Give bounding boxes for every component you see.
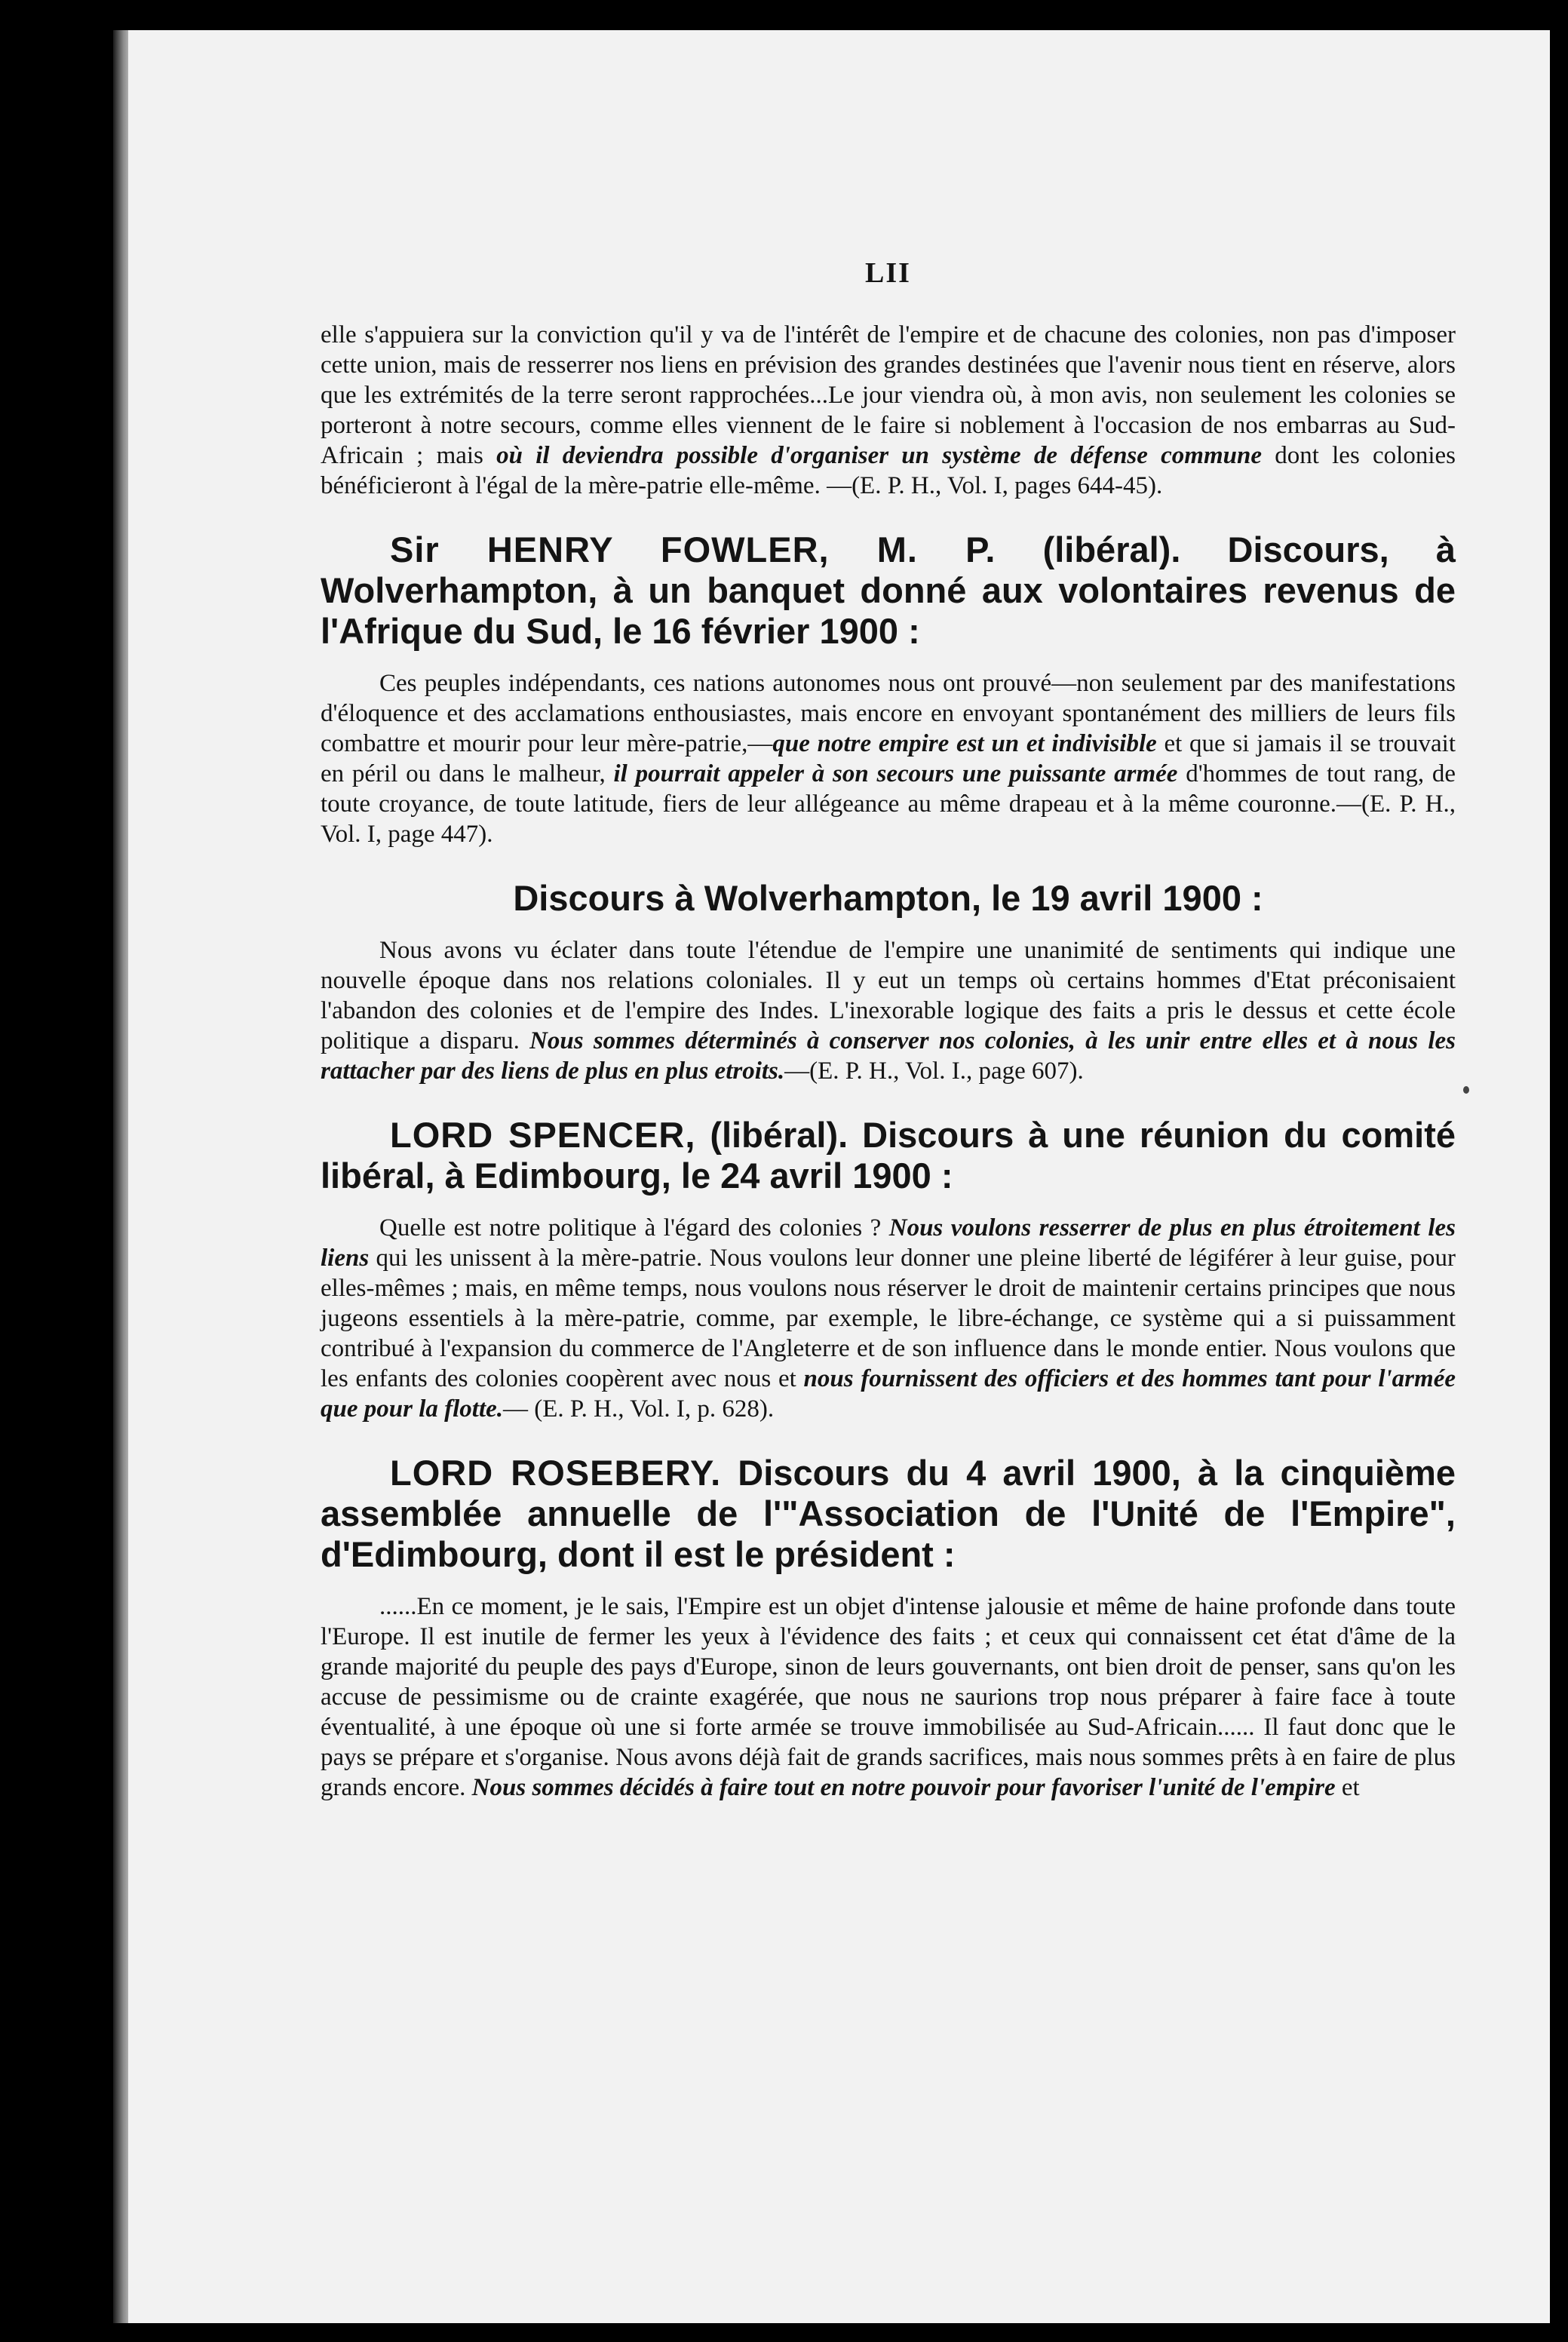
scan-speck	[1463, 1086, 1469, 1094]
emphasis-run: Nous sommes décidés à faire tout en notre pouvoir pour favoriser l'unité de l'empire	[471, 1774, 1336, 1801]
text-run: — (E. P. H., Vol. I, p. 628).	[503, 1395, 775, 1423]
heading-text: (libéral). Discours à une réunion du comité libéral, à Edimbourg, le 24 avril 1900 :	[321, 1115, 1456, 1196]
text-run: qui les unissent à la mère-patrie. Nous voulons leur donner une pleine liberté de légiférer à leur guise, pour elles-mêmes ; mais, en même temps, nous voulons nous réserver le droit de maintenir certains principes que nous jugeons essentiels à la mère-patrie, comme, par exemple, le libre-échange, ce système qui a si puissamment contribué à l'expansion du commerce de l'Angleterre et de son influence dans le monde entier. Nous voulons que les enfants des colonies coopèrent avec nous et	[321, 1245, 1456, 1392]
section-heading-spencer	[321, 1115, 1456, 1196]
emphasis-run: nous fournissent des officiers et des hommes tant pour l'armée que pour la flotte.	[321, 1365, 1456, 1423]
heading-text: (libéral). Discours, à Wolverhampton, à un banquet donné aux volontaires revenus de l'Afrique du Sud, le 16 février 1900 :	[321, 529, 1456, 651]
text-run: et	[1335, 1774, 1360, 1801]
section-heading-wolverhampton	[321, 878, 1456, 919]
section-heading-rosebery	[321, 1453, 1456, 1575]
speaker-name: LORD ROSEBERY.	[390, 1453, 722, 1493]
emphasis-run: que notre empire est un et indivisible	[772, 730, 1157, 757]
text-run: et que si jamais il se trouvait en péril ou dans le malheur,	[321, 730, 1456, 787]
text-run: Quelle est notre politique à l'égard des colonies ?	[379, 1214, 889, 1242]
book-page	[128, 30, 1550, 2323]
text-run: Nous avons vu éclater dans toute l'étendue de l'empire une unanimité de sentiments qui indique une nouvelle époque dans nos relations coloniales. Il y eut un temps où certains hommes d'Etat préconisaient l'abandon des colonies et de l'empire des Indes. L'inexorable logique des faits a pris le dessus et cette école politique a disparu.	[321, 937, 1456, 1054]
emphasis-run: Nous sommes déterminés à conserver nos colonies, à les unir entre elles et à nous les rattacher par des liens de plus en plus etroits.	[321, 1027, 1456, 1085]
text-run: dont les colonies bénéficieront à l'égal de la mère-patrie elle-même. —(E. P. H., Vol. I, pages 644-45).	[321, 442, 1456, 499]
section-heading-fowler	[321, 529, 1456, 652]
emphasis-run: où il deviendra possible d'organiser un système de défense commune	[496, 442, 1262, 469]
text-run: d'hommes de tout rang, de toute croyance, de toute latitude, fiers de leur allégeance au même drapeau et à la même couronne.—(E. P. H., Vol. I, page 447).	[321, 760, 1456, 848]
heading-text: Discours du 4 avril 1900, à la cinquième assemblée annuelle de l'"Association de l'Unité de l'Empire", d'Edimbourg, dont il est le président :	[321, 1453, 1456, 1574]
quote-rosebery	[321, 1592, 1456, 1803]
emphasis-run: Nous voulons resserrer de plus en plus étroitement les liens	[321, 1214, 1456, 1272]
text-run: Ces peuples indépendants, ces nations autonomes nous ont prouvé—non seulement par des manifestations d'éloquence et des acclamations enthousiastes, mais encore en envoyant spontanément des milliers de leurs fils combattre et mourir pour leur mère-patrie,—	[321, 670, 1456, 757]
text-run: ......En ce moment, je le sais, l'Empire est un objet d'intense jalousie et même de haine profonde dans toute l'Europe. Il est inutile de fermer les yeux à l'évidence des faits ; et ceux qui connaissent cet état d'âme de la grande majorité du peuple des pays d'Europe, sinon de leurs gouvernants, ont bien droit de penser, sans qu'on les accuse de pessimisme ou de crainte exagérée, que nous ne saurions trop nous préparer à faire face à toute éventualité, à une époque où une si forte armée se trouve immobilisée au Sud-Africain...... Il faut donc que le pays se prépare et s'organise. Nous avons déjà fait de grands sacrifices, mais nous sommes prêts à en faire de plus grands encore.	[321, 1593, 1456, 1801]
paragraph-continuation	[321, 320, 1456, 501]
speaker-name: Sir HENRY FOWLER, M. P.	[390, 529, 996, 569]
quote-fowler-february	[321, 668, 1456, 849]
heading-text: Discours à Wolverhampton, le 19 avril 1900 :	[513, 878, 1263, 918]
emphasis-run: il pourrait appeler à son secours une puissante armée	[613, 760, 1178, 787]
text-run: —(E. P. H., Vol. I., page 607).	[784, 1057, 1084, 1085]
quote-wolverhampton-april	[321, 935, 1456, 1086]
quote-spencer	[321, 1213, 1456, 1424]
page-content	[321, 256, 1456, 1803]
speaker-name: LORD SPENCER,	[390, 1115, 696, 1155]
text-run: elle s'appuiera sur la conviction qu'il y va de l'intérêt de l'empire et de chacune des colonies, non pas d'imposer cette union, mais de resserrer nos liens en prévision des grandes destinées que l'avenir nous tient en réserve, alors que les extrémités de la terre seront rapprochées...Le jour viendra où, à mon avis, non seulement les colonies se porteront à notre secours, comme elles viennent de le faire si noblement à l'occasion de nos embarras au Sud-Africain ; mais	[321, 321, 1456, 469]
page-number: LII	[865, 257, 911, 289]
